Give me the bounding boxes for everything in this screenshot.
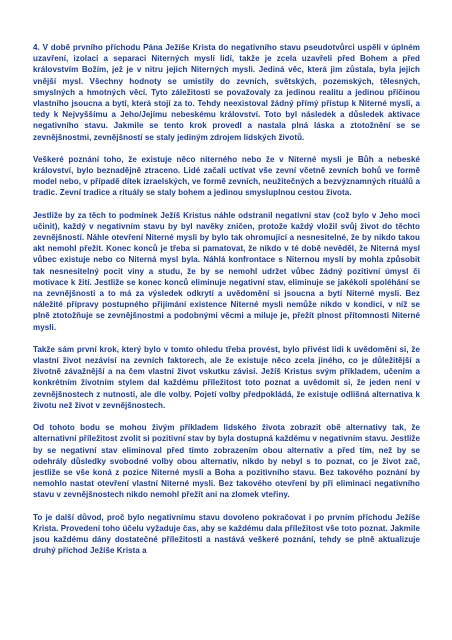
paragraph-3: Jestliže by za těch to podmínek Ježíš Kristus náhle odstranil negativní stav (což bylo v Jeho moci učinit), každý v negativním stavu by byl navěky zničen, protože každý vložil svůj život do těchto zevnějšností. Náhle otevření Niterné mysli by bylo tak ohromující a nesnesitelné, že by nikdo takou akt nemohl přežít. Konec konců je třeba si pamatovat, že nikdo v té době nevěděl, že Niterná mysl vůbec existuje nebo co Niterná mysl byla. Náhlá konfrontace s Niternou myslí by mohla způsobit tak nesnesitelný pocit viny a studu, že by se nemohl udržet vůbec žádný pozitivní úmysl či motivace k žití. Jestliže se konec konců eliminuje negativní stav, eliminuje se jakékoli spoléhání se na zevnějšnosti a to má za výsledek odkrytí a uvědomění si jsoucna a bytí Niterné mysli. Bez náležité přípravy postupného přijímání existence Niterné mysli nemůže nikdo v kondici, v níž se plně ztotožňuje se zevnějšnostmi a podobnými věcmi a miluje je, přežít plnost přítomnosti Niterné mysli. (33, 210, 420, 332)
paragraph-5: Od tohoto bodu se mohou živým příkladem lidského života zobrazit obě alternativy tak, že alternativní příležitost zvolit si pozitivní stav by byla dostupná každému v negativním stavu. Jestliže by se negativní stav eliminoval před tímto zobrazením obou alternativ a před tím, než by se odehrály důsledky svobodné volby obou alternativ, nikdo by nebyl s to poznat, co je život zač, jestliže se vše koná z pozice Niterné mysli a Boha a pozitivního stavu. Bez takového poznání by nemohlo nastat otevření vlastní Niterné mysli. Bez takového otevření by při eliminaci negativního stavu v zevnějšnostech nikdo nemohl přežít ani na zlomek vteřiny. (33, 423, 420, 500)
document-page (33, 42, 420, 567)
paragraph-4: Takže sám první krok, který bylo v tomto ohledu třeba provést, bylo přivést lidi k uvědomění si, že vlastní život nezávisí na zevních faktorech, ale že existuje něco zcela jiného, co je důležitější a životně závažnější a na čem vlastní život vskutku závisí. Ježíš Kristus svým příkladem, učením a konkrétním životním stylem dal každému příležitost toto poznat a uvědomit si, že jeden není v zevnějšnostech z nutnosti, ale dle volby. Pojetí volby předpokládá, že existuje odlišná alternativa k životu než život v zevnějšnostech. (33, 344, 420, 410)
paragraph-2: Veškeré poznání toho, že existuje něco niterného nebo že v Niterné mysli je Bůh a nebeské království, bylo beznadějně ztraceno. Lidé začali uctívat vše zevní včetně zevních bohů ve formě model nebo, v případě dítek izraelských, ve formě zevních, neužitečných a bezvýznamných rituálů a tradic. Zevní tradice a rituály se staly bohem a jedinou smysluplnou cestou života. (33, 154, 420, 198)
paragraph-6: To je další důvod, proč bylo negativnímu stavu dovoleno pokračovat i po prvním příchodu Ježíše Krista. Provedení toho účelu vyžaduje čas, aby se každému dala příležitost vše toto poznat. Jakmile jsou každému dány dostatečné příležitosti a nastává veškeré poznání, tehdy se plně aktualizuje druhý příchod Ježíše Krista a (33, 512, 420, 556)
paragraph-1: 4. V době prvního příchodu Pána Ježíše Krista do negativního stavu pseudotvůrci uspěli v úplném uzavření, izolaci a separaci Niterných myslí lidí, takže je zcela uzavřeli před Bohem a před královstvím Božím, jež je v nitru jejich Niterných mysli. Jediná věc, která jim zůstala, byla jejich vnější mysl. Všechny hodnoty se umístily do zevních, světských, pozemských, tělesných, smyslných a hmotných věcí. Tyto záležitosti se považovaly za jedinou realitu a jedinou příčinou vlastního jsoucna a bytí, která stojí za to. Tehdy neexistoval žádný přímý přístup k Niterné mysli, a tedy k Nejvyššímu a Jeho/Jejímu nebeskému království. Toto byl následek a důsledek aktivace negativního stavu. Jakmile se tento krok provedl a nastala plná láska a ztotožnění se se zevnějšnostmi, zevnějšností se staly jediným zdrojem lidských životů. (33, 43, 420, 142)
